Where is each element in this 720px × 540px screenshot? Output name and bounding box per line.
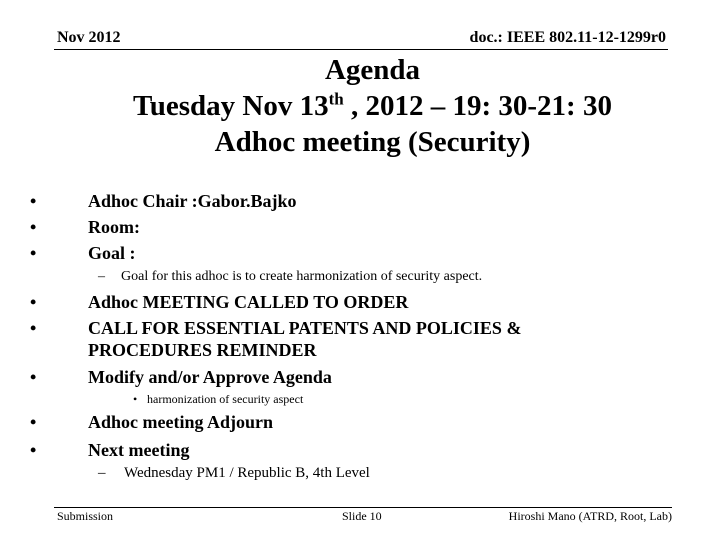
bullet-icon: •: [30, 292, 37, 312]
bullet-icon: •: [30, 367, 37, 387]
bullet-icon: •: [30, 243, 37, 263]
bullet-text: Adhoc Chair :Gabor.Bajko: [88, 191, 297, 211]
header-doc-id: doc.: IEEE 802.11-12-1299r0: [469, 29, 666, 46]
header-divider: [54, 49, 668, 50]
title-line-agenda: Agenda: [324, 54, 421, 86]
title-line-date: [40, 88, 705, 124]
bullet-icon: •: [30, 440, 37, 460]
dash-icon: –: [98, 465, 106, 481]
bullet-text-line2: PROCEDURES REMINDER: [88, 340, 317, 360]
sub-bullet-text: Wednesday PM1 / Republic B, 4th Level: [124, 465, 370, 481]
bullet-icon: •: [133, 392, 138, 406]
bullet-text: Next meeting: [88, 440, 190, 460]
sub-bullet-text: Goal for this adhoc is to create harmonization of security aspect.: [121, 269, 483, 284]
header-date: Nov 2012: [57, 29, 121, 46]
title-date-superscript: th: [328, 89, 344, 109]
bullet-icon: •: [30, 191, 37, 211]
footer-submission: Submission: [57, 509, 114, 523]
bullet-text: Adhoc MEETING CALLED TO ORDER: [88, 292, 409, 312]
title-date-suffix: , 2012 – 19: 30-21: 30: [343, 90, 612, 122]
footer-divider: [54, 507, 672, 508]
bullet-text: Goal :: [88, 243, 136, 263]
bullet-icon: •: [30, 217, 37, 237]
bullet-icon: •: [30, 318, 37, 338]
dash-icon: –: [98, 269, 105, 284]
bullet-text-line1: CALL FOR ESSENTIAL PATENTS AND POLICIES &: [88, 318, 522, 338]
title-date-prefix: Tuesday Nov 13: [133, 90, 329, 122]
footer-slide-number: Slide 10: [342, 509, 382, 523]
sub-bullet-text: harmonization of security aspect: [147, 392, 304, 406]
title-line-meeting: Adhoc meeting (Security): [214, 126, 531, 158]
slide-title: [40, 52, 705, 160]
bullet-text: Modify and/or Approve Agenda: [88, 367, 332, 387]
bullet-text: Room:: [88, 217, 140, 237]
bullet-text: Adhoc meeting Adjourn: [88, 412, 274, 432]
bullet-icon: •: [30, 412, 37, 432]
footer-author: Hiroshi Mano (ATRD, Root, Lab): [508, 509, 672, 523]
